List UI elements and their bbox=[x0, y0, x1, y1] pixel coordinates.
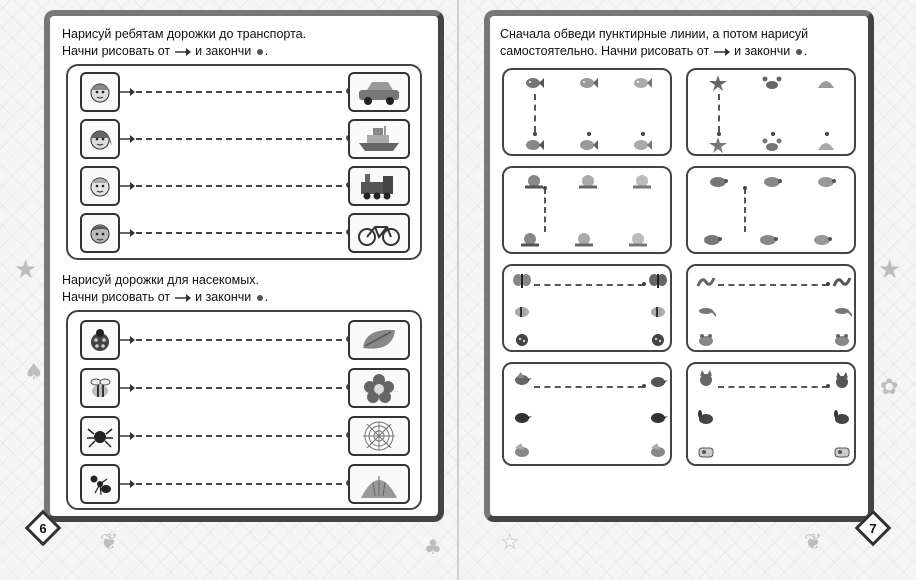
end-dot bbox=[543, 186, 547, 190]
cat-icon bbox=[832, 372, 852, 390]
frog-icon bbox=[832, 330, 852, 348]
dashed-path[interactable] bbox=[534, 284, 644, 286]
cherry-decoration-icon: ♣ bbox=[424, 535, 442, 559]
end-dot-icon bbox=[796, 49, 802, 55]
snail-icon bbox=[524, 172, 544, 190]
instruction-end-text: . bbox=[264, 44, 269, 58]
star-decoration-icon: ★ bbox=[878, 255, 902, 285]
bird-icon bbox=[648, 408, 668, 426]
dashed-path[interactable] bbox=[136, 483, 342, 485]
page-number-left-text: 6 bbox=[39, 520, 47, 536]
crab-icon bbox=[762, 74, 782, 92]
path-row bbox=[68, 119, 420, 163]
transport-task-frame bbox=[66, 64, 422, 260]
path-row bbox=[68, 464, 420, 508]
bee-icon bbox=[80, 368, 120, 408]
arrow-right-icon bbox=[174, 47, 192, 57]
cow-icon bbox=[696, 442, 716, 460]
spider-icon bbox=[80, 416, 120, 456]
leaf-icon bbox=[348, 320, 410, 360]
dashed-path[interactable] bbox=[534, 386, 644, 388]
fish-icon bbox=[524, 136, 544, 154]
path-row bbox=[68, 166, 420, 210]
task1-instruction-line1: Нарисуй ребятам дорожки до транспорта. bbox=[62, 27, 307, 41]
girl-face-icon bbox=[80, 72, 120, 112]
dashed-path[interactable] bbox=[136, 339, 342, 341]
butterflies-card bbox=[502, 264, 672, 352]
task1-instruction bbox=[62, 26, 432, 60]
lizards-card bbox=[686, 264, 856, 352]
turtle-icon bbox=[708, 172, 728, 190]
flower-decoration-icon: ✿ bbox=[880, 375, 899, 400]
cow-icon bbox=[832, 442, 852, 460]
bicycle-icon bbox=[348, 213, 410, 253]
start-arrow-icon bbox=[120, 227, 136, 239]
ladybug-icon bbox=[512, 330, 532, 348]
arrow-right-icon bbox=[713, 47, 731, 57]
start-arrow-icon bbox=[120, 180, 136, 192]
instruction-mid-text: и закончи bbox=[195, 290, 252, 304]
sea-animals-card bbox=[686, 68, 856, 156]
train-icon bbox=[348, 166, 410, 206]
dashed-path[interactable] bbox=[136, 387, 342, 389]
web-icon bbox=[348, 416, 410, 456]
path-row bbox=[68, 320, 420, 364]
fish-icon bbox=[578, 136, 598, 154]
lizard-icon bbox=[832, 302, 852, 320]
star-decoration-icon: ★ bbox=[14, 255, 38, 285]
instruction-mid-text: и закончи bbox=[195, 44, 252, 58]
path-row bbox=[68, 416, 420, 460]
dog-icon bbox=[696, 408, 716, 426]
bird-icon bbox=[512, 408, 532, 426]
dashed-path[interactable] bbox=[718, 386, 828, 388]
task1-instruction-line2 bbox=[62, 43, 432, 60]
snails-card bbox=[502, 166, 672, 254]
snail-icon bbox=[628, 230, 648, 248]
right-instruction-line1: Сначала обведи пунктирные линии, а потом нарисуй bbox=[500, 27, 809, 41]
ant-icon bbox=[80, 464, 120, 504]
boy-face-icon bbox=[80, 213, 120, 253]
crab-icon bbox=[762, 136, 782, 154]
arrow-right-icon bbox=[174, 293, 192, 303]
start-arrow-icon bbox=[120, 334, 136, 346]
fish-icon bbox=[632, 136, 652, 154]
turtles-card bbox=[686, 166, 856, 254]
start-arrow-icon bbox=[120, 133, 136, 145]
task2-instruction-line1: Нарисуй дорожки для насекомых. bbox=[62, 273, 259, 287]
start-arrow-icon bbox=[120, 86, 136, 98]
fish-card bbox=[502, 68, 672, 156]
snake-icon bbox=[696, 272, 716, 290]
girl-face-icon bbox=[80, 119, 120, 159]
start-arrow-icon bbox=[120, 430, 136, 442]
bee-icon bbox=[648, 302, 668, 320]
flower-icon bbox=[348, 368, 410, 408]
anthill-icon bbox=[348, 464, 410, 504]
dashed-path[interactable] bbox=[544, 188, 546, 232]
dashed-path[interactable] bbox=[744, 188, 746, 232]
mushroom-decoration-icon: ♠ bbox=[24, 360, 44, 385]
end-dot-icon bbox=[257, 295, 263, 301]
dashed-path[interactable] bbox=[136, 435, 342, 437]
snail-icon bbox=[578, 172, 598, 190]
ladybug-icon bbox=[648, 330, 668, 348]
ship-icon bbox=[348, 119, 410, 159]
end-dot bbox=[826, 282, 830, 286]
fish-icon bbox=[524, 74, 544, 92]
car-icon bbox=[348, 72, 410, 112]
instruction-start-text: самостоятельно. Начни рисовать от bbox=[500, 44, 710, 58]
frog-icon bbox=[696, 330, 716, 348]
shell-icon bbox=[816, 136, 836, 154]
dashed-path[interactable] bbox=[136, 138, 342, 140]
instruction-mid-text: и закончи bbox=[734, 44, 791, 58]
shell-icon bbox=[816, 74, 836, 92]
right-instruction-line2 bbox=[500, 43, 870, 60]
bird-icon bbox=[648, 372, 668, 390]
starfish-icon bbox=[708, 136, 728, 154]
turtle-icon bbox=[758, 230, 778, 248]
fish-icon bbox=[632, 74, 652, 92]
instruction-end-text: . bbox=[264, 290, 269, 304]
butterfly-icon bbox=[648, 272, 668, 290]
task2-instruction bbox=[62, 272, 432, 306]
dashed-path[interactable] bbox=[136, 91, 342, 93]
right-page bbox=[484, 10, 874, 522]
snail-icon bbox=[632, 172, 652, 190]
dashed-path[interactable] bbox=[534, 94, 536, 132]
instruction-start-text: Начни рисовать от bbox=[62, 44, 171, 58]
dashed-path[interactable] bbox=[718, 94, 720, 132]
dog-icon bbox=[832, 408, 852, 426]
end-dot bbox=[743, 186, 747, 190]
birds-card bbox=[502, 362, 672, 466]
butterfly-decoration-icon: ❦ bbox=[804, 530, 823, 555]
turtle-icon bbox=[812, 230, 832, 248]
page-number-right-text: 7 bbox=[869, 520, 877, 536]
path-row bbox=[68, 72, 420, 116]
snail-icon bbox=[520, 230, 540, 248]
end-dot bbox=[642, 384, 646, 388]
dashed-path[interactable] bbox=[718, 284, 828, 286]
insects-task-frame bbox=[66, 310, 422, 510]
snail-icon bbox=[574, 230, 594, 248]
bee-icon bbox=[512, 302, 532, 320]
butterfly-icon bbox=[512, 272, 532, 290]
girl-face-icon bbox=[80, 166, 120, 206]
turtle-icon bbox=[762, 172, 782, 190]
turtle-icon bbox=[702, 230, 722, 248]
cat-icon bbox=[696, 370, 716, 388]
fish-icon bbox=[578, 74, 598, 92]
starfish-icon bbox=[708, 74, 728, 92]
left-page bbox=[44, 10, 444, 522]
end-dot bbox=[642, 282, 646, 286]
instruction-end-text: . bbox=[803, 44, 808, 58]
book-gutter bbox=[457, 0, 459, 580]
butterfly-decoration-icon: ❦ bbox=[100, 530, 119, 555]
bird-icon bbox=[512, 442, 532, 460]
dashed-path[interactable] bbox=[136, 232, 342, 234]
start-arrow-icon bbox=[120, 382, 136, 394]
bird-icon bbox=[512, 370, 532, 388]
right-instruction bbox=[500, 26, 870, 60]
lizard-icon bbox=[696, 302, 716, 320]
star-outline-decoration-icon: ☆ bbox=[500, 530, 520, 555]
dashed-path[interactable] bbox=[136, 185, 342, 187]
path-row bbox=[68, 213, 420, 257]
snake-icon bbox=[832, 272, 852, 290]
bird-icon bbox=[648, 442, 668, 460]
end-dot bbox=[826, 384, 830, 388]
turtle-icon bbox=[816, 172, 836, 190]
task2-instruction-line2 bbox=[62, 289, 432, 306]
path-row bbox=[68, 368, 420, 412]
start-arrow-icon bbox=[120, 478, 136, 490]
ladybug-icon bbox=[80, 320, 120, 360]
instruction-start-text: Начни рисовать от bbox=[62, 290, 171, 304]
end-dot-icon bbox=[257, 49, 263, 55]
cats-card bbox=[686, 362, 856, 466]
